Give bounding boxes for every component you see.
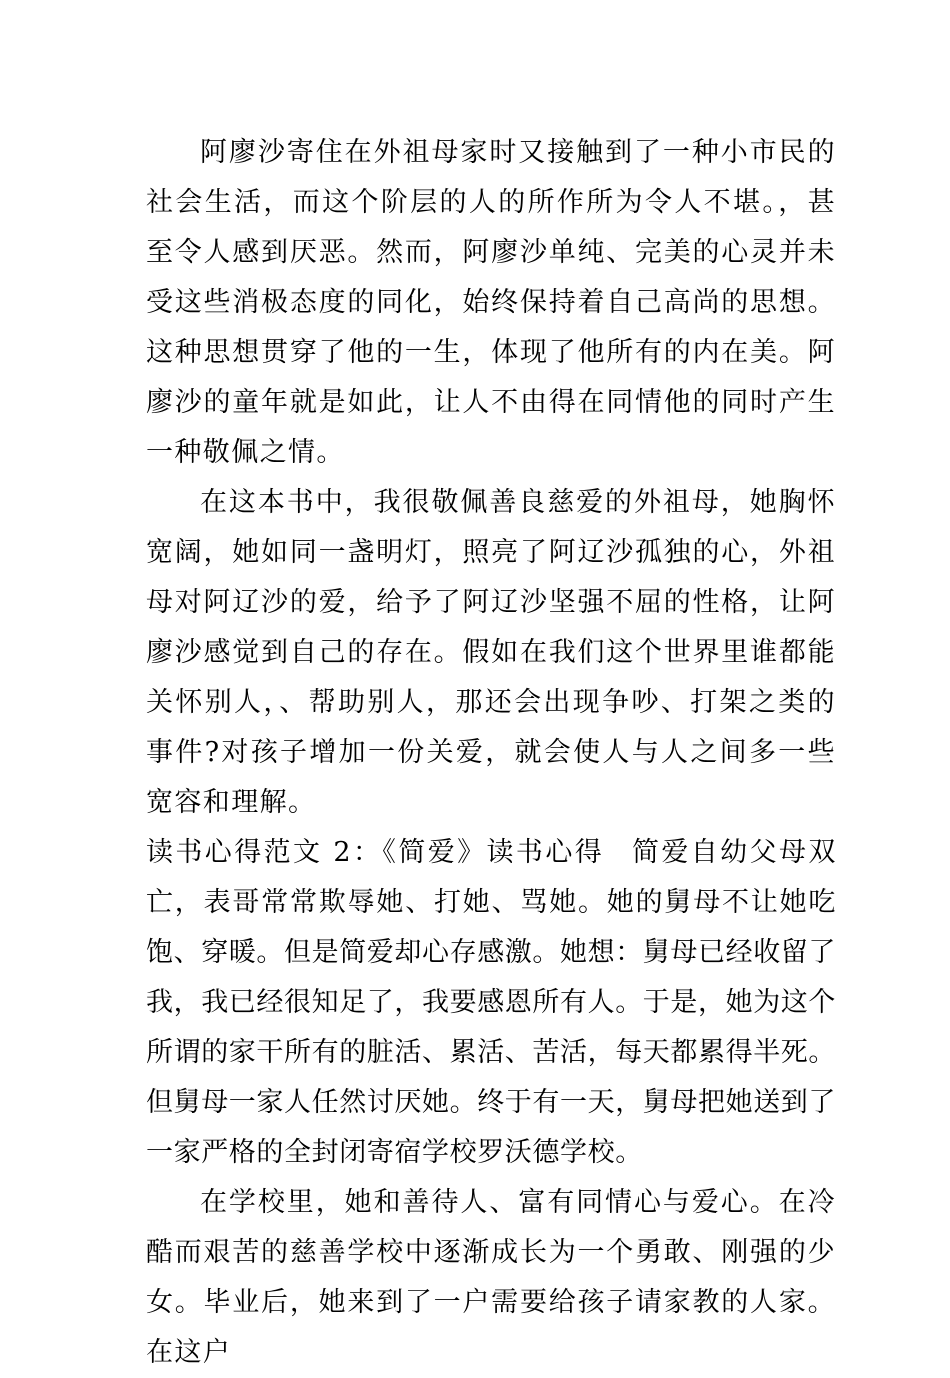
paragraph-grandmother-admiration: 在这本书中，我很敬佩善良慈爱的外祖母，她胸怀宽阔，她如同一盏明灯，照亮了阿辽沙孤独的心，外祖母对阿辽沙的爱，给予了阿辽沙坚强不屈的性格，让阿廖沙感觉到自己的存在。假如在我们这个世界里谁都能关怀别人，、帮助别人，那还会出现争吵、打架之类的事件?对孩子增加一份关爱，就会使人与人之间多一些宽容和理解。 <box>146 487 836 818</box>
paragraph-alyosha-grandmother-house: 阿廖沙寄住在外祖母家时又接触到了一种小市民的社会生活，而这个阶层的人的所作所为令人不堪。，甚至令人感到厌恶。然而，阿廖沙单纯、完美的心灵并未受这些消极态度的同化，始终保持着自己高尚的思想。这种思想贯穿了他的一生，体现了他所有的内在美。阿廖沙的童年就是如此，让人不由得在同情他的同时产生一种敬佩之情。 <box>146 137 836 468</box>
section-heading: 读书心得范文 2：《简爱》读书心得 <box>146 837 605 868</box>
document-body <box>146 128 836 1378</box>
jane-eyre-first-paragraph: 简爱自幼父母双亡，表哥常常欺辱她、打她、骂她。她的舅母不让她吃饱、穿暖。但是简爱却心存感激。她想：舅母已经收留了我，我已经很知足了，我要感恩所有人。于是，她为这个所谓的家干所有的脏活、累活、苦活，每天都累得半死。但舅母一家人任然讨厌她。终于有一天，舅母把她送到了一家严格的全封闭寄宿学校罗沃德学校。 <box>146 837 836 1168</box>
jane-eyre-section <box>146 828 836 1178</box>
paragraph-school-life: 在学校里，她和善待人、富有同情心与爱心。在冷酷而艰苦的慈善学校中逐渐成长为一个勇敢、刚强的少女。毕业后，她来到了一户需要给孩子请家教的人家。在这户 <box>146 1187 836 1368</box>
